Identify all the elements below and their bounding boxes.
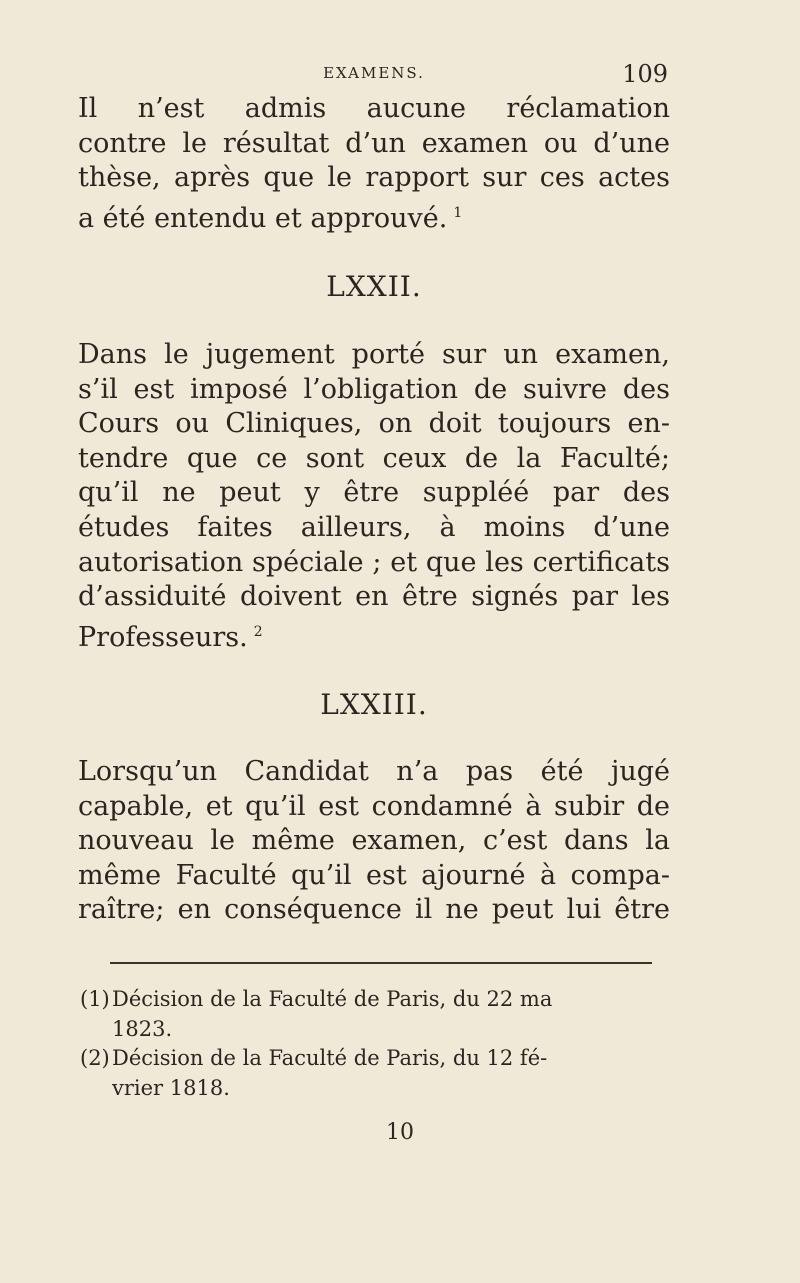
text-line: Cours ou Cliniques, on doit toujours en- (78, 408, 670, 440)
text-line: Dans le jugement porté sur un examen, (78, 339, 670, 370)
text-line: thèse, après que le rapport sur ces actes (78, 162, 670, 194)
text-line: raître; en conséquence il ne peut lui être (78, 894, 670, 926)
footnotes (80, 985, 660, 1103)
text-line-content: a été entendu et approuvé. (78, 202, 448, 234)
text-line: autorisation spéciale ; et que les certificats (78, 546, 670, 578)
paragraph-jugement (78, 338, 670, 655)
footnote-line: 1823. (112, 1016, 173, 1041)
footnote-mark: (1) (80, 987, 110, 1011)
running-head-title: EXAMENS. (323, 64, 425, 82)
paragraph-reclamation (78, 92, 670, 236)
article-heading-lxxiii: LXXIII. (320, 688, 428, 721)
footnote-1 (80, 985, 660, 1044)
text-line: même Faculté qu’il est ajourné à compa- (78, 859, 670, 891)
footnote-line: Décision de la Faculté de Paris, du 12 fé- (112, 1046, 548, 1070)
text-line: s’il est imposé l’obligation de suivre des (78, 373, 670, 405)
text-line: qu’il ne peut y être suppléé par des (78, 477, 670, 509)
text-line: nouveau le même examen, c’est dans la (78, 825, 670, 857)
text-line (78, 615, 670, 656)
text-line: études faites ailleurs, à moins d’une (78, 511, 670, 543)
text-line (78, 196, 670, 237)
text-line: capable, et qu’il est condamné à subir de (78, 790, 670, 822)
footnote-separator (110, 962, 652, 964)
text-line: d’assiduité doivent en être signés par les (78, 581, 670, 613)
text-line-content: Professeurs. (78, 621, 248, 653)
text-line: Lorsqu’un Candidat n’a pas été jugé (78, 756, 670, 787)
page-number: 109 (622, 60, 668, 88)
running-head (78, 60, 670, 90)
footnote-ref: 1 (453, 204, 463, 221)
footnote-line: Décision de la Faculté de Paris, du 22 ma (112, 987, 553, 1011)
footnote-2 (80, 1044, 660, 1103)
text-line: tendre que ce sont ceux de la Faculté; (78, 442, 670, 474)
signature-mark: 10 (386, 1120, 414, 1145)
footnote-ref: 2 (253, 623, 263, 640)
paragraph-candidat (78, 755, 670, 928)
footnote-mark: (2) (80, 1046, 110, 1070)
text-line: contre le résultat d’un examen ou d’une (78, 127, 670, 159)
footnote-line: vrier 1818. (112, 1075, 230, 1100)
article-heading-lxxii: LXXII. (326, 270, 422, 303)
text-line: Il n’est admis aucune réclamation (78, 93, 670, 124)
